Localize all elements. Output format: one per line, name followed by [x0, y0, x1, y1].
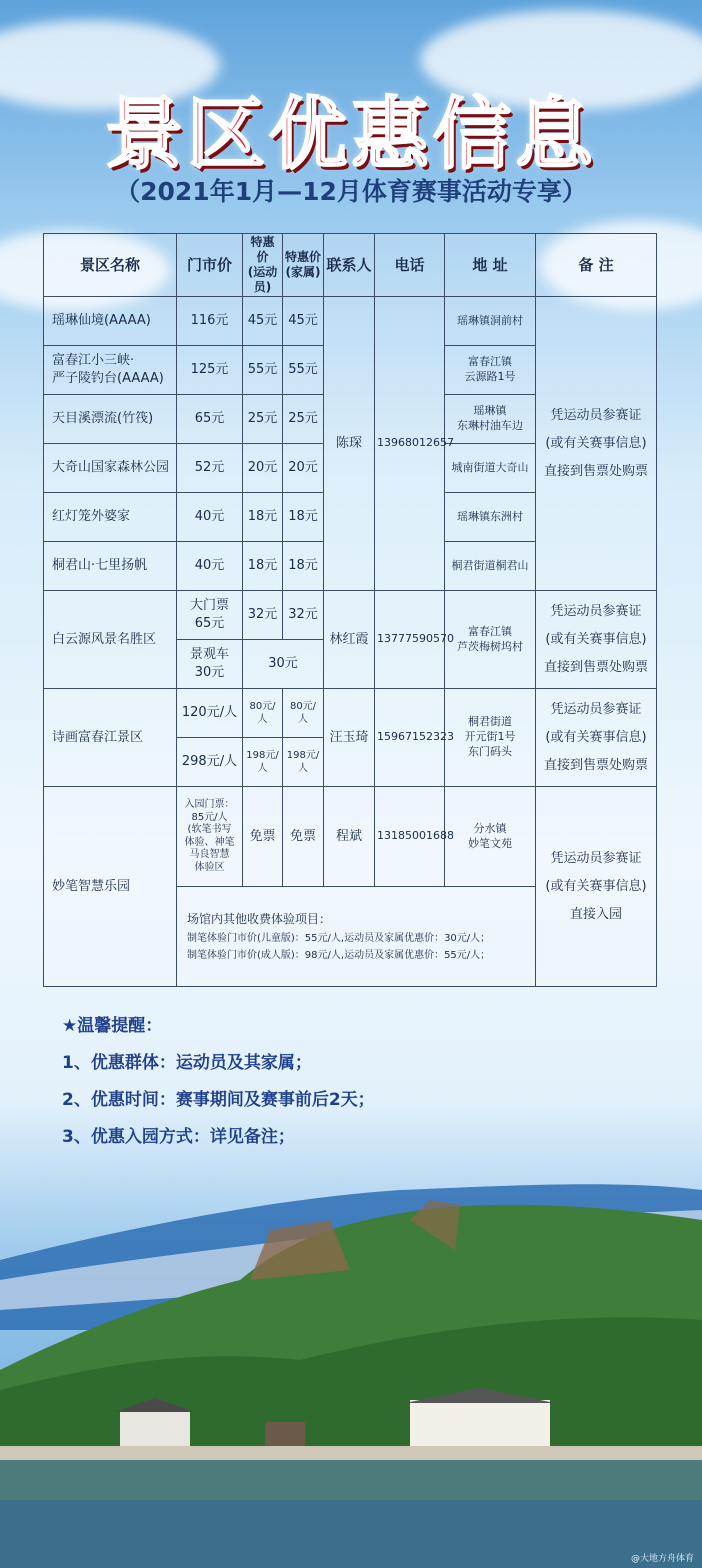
family-price: 18元	[283, 493, 324, 542]
spot-name: 瑶琳仙境(AAAA)	[44, 297, 177, 346]
remark-line: (或有关赛事信息)	[545, 631, 647, 647]
remark-line: 直接入园	[569, 906, 622, 922]
address-line: 开元街1号	[464, 730, 516, 744]
list-price: 40元	[177, 493, 243, 542]
price-line: 马良智慧	[189, 849, 230, 860]
table-row	[44, 689, 657, 738]
extra-line: 场馆内其他收费体验项目：	[187, 912, 332, 927]
phone-number: 13185001688	[375, 787, 445, 887]
list-price	[177, 640, 243, 689]
spot-name	[44, 346, 177, 395]
list-price	[177, 787, 243, 887]
athlete-price: 18元	[243, 493, 283, 542]
spot-name: 桐君山·七里扬帆	[44, 542, 177, 591]
remark	[536, 297, 657, 591]
table-row	[44, 297, 657, 346]
notes-section	[62, 1008, 662, 1156]
spot-name-line: 严子陵钓台(AAAA)	[52, 371, 164, 386]
address-line: 东门码头	[468, 744, 512, 758]
extra-line: 制笔体验门市价(儿童版)：55元/人,运动员及家属优惠价：30元/人；	[187, 932, 491, 944]
spot-name: 天目溪漂流(竹筏)	[44, 395, 177, 444]
spot-name: 诗画富春江景区	[44, 689, 177, 787]
building	[120, 1410, 190, 1448]
price-line: 体验区	[194, 861, 225, 873]
note-item: 1、优惠群体：运动员及其家属；	[62, 1053, 312, 1073]
family-price: 20元	[283, 444, 324, 493]
spot-name: 妙笔智慧乐园	[44, 787, 177, 987]
address-line: 富春江镇	[468, 624, 512, 638]
building	[410, 1400, 550, 1448]
address-line: 东琳村油车边	[457, 419, 523, 432]
note-item: 3、优惠入园方式：详见备注；	[62, 1127, 295, 1147]
discount-table	[43, 233, 657, 987]
address-line: 分水镇	[473, 821, 507, 835]
water-reflection	[0, 1460, 702, 1500]
header-price: 门市价	[177, 234, 243, 297]
athlete-price: 25元	[243, 395, 283, 444]
price-line: 大门票	[189, 598, 229, 614]
spot-name: 红灯笼外婆家	[44, 493, 177, 542]
spot-name: 白云源风景名胜区	[44, 591, 177, 689]
contact-name: 汪玉琦	[324, 689, 375, 787]
athlete-price: 55元	[243, 346, 283, 395]
list-price: 65元	[177, 395, 243, 444]
phone-number: 13777590570	[375, 591, 445, 689]
extra-items	[177, 887, 536, 987]
family-price: 45元	[283, 297, 324, 346]
remark	[536, 787, 657, 987]
list-price: 116元	[177, 297, 243, 346]
remark-line: 凭运动员参赛证	[550, 603, 642, 619]
list-price: 40元	[177, 542, 243, 591]
list-price: 52元	[177, 444, 243, 493]
page-subtitle: （2021年1月—12月体育赛事活动专享）	[115, 177, 587, 206]
remark-line: 直接到售票处购票	[543, 463, 648, 479]
family-price: 55元	[283, 346, 324, 395]
header-address: 地 址	[445, 234, 536, 297]
phone-number: 15967152323	[375, 689, 445, 787]
contact-name: 程斌	[324, 787, 375, 887]
credit-watermark: @大地方舟体育	[630, 1554, 694, 1564]
remark	[536, 689, 657, 787]
list-price: 120元/人	[177, 689, 243, 738]
family-price: 25元	[283, 395, 324, 444]
price-line: 65元	[194, 616, 225, 631]
athlete-price: 45元	[243, 297, 283, 346]
contact-name: 林红霞	[324, 591, 375, 689]
athlete-price: 20元	[243, 444, 283, 493]
notes-heading: ★温馨提醒：	[62, 1016, 163, 1036]
price-line: 30元	[194, 665, 225, 680]
spot-name-line: 富春江小三峡·	[52, 353, 135, 369]
price-line: (软笔书写	[187, 824, 232, 835]
spot-address: 桐君街道桐君山	[445, 542, 536, 591]
remark-line: 凭运动员参赛证	[550, 850, 642, 866]
family-price: 198元/人	[283, 738, 324, 787]
note-item: 2、优惠时间：赛事期间及赛事前后2天；	[62, 1090, 375, 1110]
spot-address	[445, 689, 536, 787]
address-line: 瑶琳镇	[473, 404, 507, 418]
price-line: 85元/人	[191, 811, 228, 823]
address-line: 妙笔文苑	[468, 836, 512, 850]
header-phone: 电话	[375, 234, 445, 297]
spot-address: 瑶琳镇东洲村	[445, 493, 536, 542]
header-athlete-bottom: (运动员)	[247, 265, 278, 294]
address-line: 云源路1号	[464, 370, 516, 383]
athlete-price: 198元/人	[243, 738, 283, 787]
family-price: 80元/人	[283, 689, 324, 738]
list-price	[177, 591, 243, 640]
contact-name: 陈琛	[324, 297, 375, 591]
header-family-top: 特惠价	[285, 250, 322, 264]
table-row	[44, 591, 657, 640]
spot-address	[445, 395, 536, 444]
athlete-price: 18元	[243, 542, 283, 591]
list-price: 298元/人	[177, 738, 243, 787]
athlete-price: 32元	[243, 591, 283, 640]
header-family-price	[283, 234, 324, 297]
family-price: 32元	[283, 591, 324, 640]
price-line: 入园门票：	[184, 799, 235, 810]
athlete-price: 80元/人	[243, 689, 283, 738]
family-price: 18元	[283, 542, 324, 591]
remark-line: 直接到售票处购票	[543, 659, 648, 675]
shore	[0, 1446, 702, 1460]
address-line: 桐君街道	[468, 715, 512, 729]
remark-line: 凭运动员参赛证	[550, 701, 642, 717]
table-row	[44, 787, 657, 887]
pavilion	[265, 1422, 305, 1446]
remark-line: (或有关赛事信息)	[545, 435, 647, 451]
extra-line: 制笔体验门市价(成人版)：98元/人,运动员及家属优惠价：55元/人；	[187, 949, 491, 961]
list-price: 125元	[177, 346, 243, 395]
spot-address: 城南街道大奇山	[445, 444, 536, 493]
header-athlete-price	[243, 234, 283, 297]
spot-address	[445, 787, 536, 887]
phone-number: 13968012657	[375, 297, 445, 591]
price-line: 景观车	[189, 647, 229, 663]
spot-name: 大奇山国家森林公园	[44, 444, 177, 493]
remark-line: (或有关赛事信息)	[545, 729, 647, 745]
header-family-bottom: (家属)	[285, 265, 321, 279]
header-contact: 联系人	[324, 234, 375, 297]
spot-address: 瑶琳镇洞前村	[445, 297, 536, 346]
remark-line: 直接到售票处购票	[543, 757, 648, 773]
remark-line: (或有关赛事信息)	[545, 878, 647, 894]
remark	[536, 591, 657, 689]
spot-address	[445, 591, 536, 689]
header-athlete-top: 特惠价	[250, 235, 275, 264]
address-line: 富春江镇	[468, 355, 512, 369]
page-title: 景区优惠信息	[104, 89, 597, 180]
family-price: 免票	[283, 787, 324, 887]
athlete-price: 免票	[243, 787, 283, 887]
remark-line: 凭运动员参赛证	[550, 407, 642, 423]
spot-address	[445, 346, 536, 395]
lake-scenery-image	[0, 1160, 702, 1568]
special-price: 30元	[243, 640, 324, 689]
table-header-row	[44, 234, 657, 297]
price-line: 体验、神笔	[184, 836, 235, 848]
header-remark: 备 注	[536, 234, 657, 297]
address-line: 芦茨梅树坞村	[457, 639, 523, 653]
header-name: 景区名称	[44, 234, 177, 297]
